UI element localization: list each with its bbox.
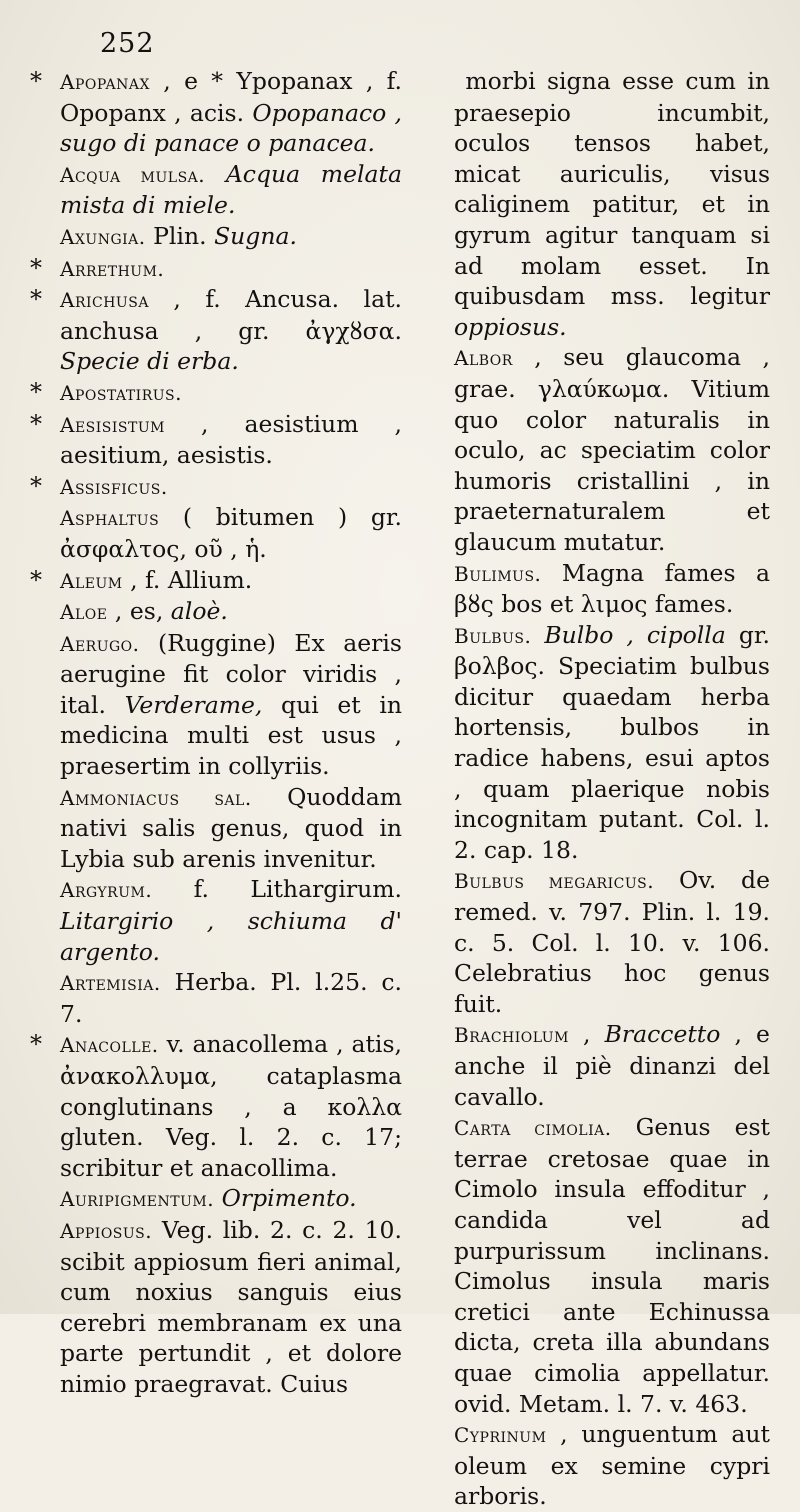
entry-italian: aloè.	[170, 597, 228, 626]
dictionary-entry	[30, 377, 402, 409]
dictionary-entry	[30, 471, 402, 503]
entry-text: v. anacollema , atis, ἀνακολλυμα, cataplasma conglutinans , a κολλα gluten. Veg. l. 2. c. 17; scribitur et anacollima.	[60, 1030, 402, 1182]
entry-text: Quoddam nativi salis genus, quod in Lybia sub arenis invenitur.	[60, 782, 402, 873]
entry-headword: Aleum	[60, 568, 123, 593]
entry-text: Genus est terrae cretosae quae in Cimolo insula effoditur , candida vel ad purpurissum inclinans. Cimolus insula maris cretici ante Echinussa dicta, creta illa abundans quae cimolia appellatur. ovid. Metam. l. 7. v. 463.	[454, 1113, 770, 1418]
dictionary-entry	[30, 159, 402, 221]
entry-headword: Auripigmentum.	[60, 1187, 215, 1212]
dictionary-entry	[30, 1215, 402, 1400]
entry-text: ,	[583, 1020, 591, 1049]
entry-text-continued: gr. βολβος. Speciatim bulbus dicitur quaedam herba hortensis, bulbos in radice habens, esui aptos , quam plaerique nobis incognitam putant. Col. l. 2. cap. 18.	[454, 620, 770, 864]
entry-headword: Brachiolum	[454, 1023, 569, 1048]
entry-text: , e * Ypopanax , f. Opopanx , acis.	[60, 67, 402, 127]
entry-italian: Sugna.	[214, 221, 297, 250]
entry-headword: Bulbus megaricus.	[454, 869, 655, 894]
entry-text: (Ruggine) Ex aeris aerugine fit color viridis , ital.	[60, 628, 402, 719]
entry-marker: *	[30, 285, 42, 314]
dictionary-entry	[30, 66, 402, 159]
entry-headword: Albor	[454, 346, 513, 371]
dictionary-entry	[30, 967, 402, 1029]
dictionary-entry	[424, 1419, 770, 1512]
entry-text: , f. Ancusa. lat. anchusa , gr. ἀγχȣσα.	[60, 285, 402, 345]
dictionary-entry	[30, 1183, 402, 1215]
dictionary-entry	[30, 565, 402, 597]
dictionary-entry	[30, 596, 402, 628]
entry-text: Veg. lib. 2. c. 2. 10. scibit appiosum fieri animal, cum noxius sanguis eius cerebri membranam ex una parte pertundit , et dolore nimio praegravat. Cuius	[60, 1215, 402, 1398]
entry-headword: Apopanax	[60, 70, 150, 94]
entry-headword: Apostatirus.	[60, 380, 183, 405]
entry-text-continued: qui et in medicina multi est usus , praesertim in collyriis.	[60, 690, 402, 781]
left-column	[30, 66, 402, 1400]
entry-headword: Assisficus.	[60, 474, 168, 499]
entry-text: Magna fames a βȣς bos et λιμος fames.	[454, 558, 770, 619]
entry-italian: Acqua melata mista di miele.	[60, 159, 402, 220]
entry-marker: *	[30, 253, 42, 282]
entry-headword: Aesisistum	[60, 412, 165, 437]
entry-marker: *	[30, 409, 42, 438]
dictionary-entry	[30, 782, 402, 875]
entry-marker: *	[30, 67, 42, 95]
entry-headword: Asphaltus	[60, 506, 160, 531]
entry-headword: Arrethum.	[60, 256, 165, 281]
entry-text: ( bitumen ) gr. ἀσφαλτος, οῦ , ἡ.	[60, 503, 402, 563]
entry-headword: Appiosus.	[60, 1218, 153, 1243]
dictionary-entry	[424, 342, 770, 557]
entry-headword: Arichusa	[60, 288, 149, 313]
entry-italian: Bulbo , cipolla	[544, 620, 726, 649]
dictionary-entry	[424, 1112, 770, 1419]
entry-text: , seu glaucoma , grae. γλαύκωμα. Vitium quo color naturalis in oculo, ac speciatim color humoris cristallini , in praeternaturalem et glaucum mutatur.	[454, 343, 770, 556]
entry-text: morbi signa esse cum in praesepio incumbit, oculos tensos habet, micat auriculis, visus caliginem patitur, et in gyrum agitur tanquam si ad molam esset. In quibusdam mss. legitur	[454, 67, 770, 311]
entry-marker: *	[30, 1030, 42, 1059]
dictionary-entry	[30, 409, 402, 471]
dictionary-entry	[30, 502, 402, 564]
entry-italian: oppiosus.	[454, 312, 567, 341]
entry-italian: Specie di erba.	[60, 347, 239, 376]
dictionary-entry	[30, 874, 402, 967]
dictionary-entry	[30, 628, 402, 782]
entry-text: , f. Allium.	[130, 565, 253, 594]
dictionary-entry	[30, 221, 402, 253]
dictionary-entry	[424, 620, 770, 866]
dictionary-entry	[424, 1019, 770, 1112]
entry-italian: Orpimento.	[221, 1184, 357, 1213]
entry-text: , es,	[114, 597, 164, 626]
entry-headword: Aloe	[60, 600, 108, 625]
entry-headword: Argyrum.	[60, 878, 153, 903]
entry-headword: Bulbus.	[454, 623, 532, 648]
entry-headword: Carta cimolia.	[454, 1116, 612, 1141]
entry-headword: Bulimus.	[454, 561, 542, 586]
entry-text: Ov. de remed. v. 797. Plin. l. 19. c. 5. Col. l. 10. v. 106. Celebratius hoc genus fuit.	[454, 866, 770, 1018]
entry-headword: Aerugo.	[60, 631, 140, 656]
dictionary-entry	[30, 284, 402, 377]
entry-text: , unguentum aut oleum ex semine cypri arboris.	[454, 1420, 770, 1511]
entry-text: f. Lithargirum.	[193, 875, 402, 904]
entry-headword: Artemisia.	[60, 971, 161, 996]
entry-text: , aesistium , aesitium, aesistis.	[60, 409, 402, 470]
entry-headword: Acqua mulsa.	[60, 162, 206, 187]
dictionary-entry	[424, 558, 770, 620]
page-number: 252	[100, 28, 155, 59]
entry-headword: Axungia.	[60, 224, 146, 249]
entry-text: Plin.	[153, 221, 207, 250]
entry-headword: Cyprinum	[454, 1423, 547, 1448]
entry-italian: Verderame,	[124, 690, 263, 719]
entry-italian: Braccetto	[604, 1020, 721, 1049]
entry-italian: Opopanaco , sugo di panace o panacea.	[60, 98, 403, 158]
right-column	[424, 66, 770, 1512]
dictionary-entry	[424, 66, 770, 342]
dictionary-entry	[30, 253, 402, 285]
dictionary-entry	[30, 1029, 402, 1183]
entry-italian: Litargirio , schiuma d' argento.	[60, 907, 402, 966]
entry-marker: *	[30, 565, 42, 594]
entry-marker: *	[30, 471, 42, 500]
entry-headword: Ammoniacus sal.	[60, 785, 252, 810]
entry-marker: *	[30, 377, 42, 406]
entry-headword: Anacolle.	[60, 1033, 159, 1058]
entry-text-continued: , e anche il piè dinanzi del cavallo.	[454, 1020, 770, 1111]
entry-text: Herba. Pl. l.25. c. 7.	[60, 968, 402, 1028]
dictionary-entry	[424, 865, 770, 1019]
